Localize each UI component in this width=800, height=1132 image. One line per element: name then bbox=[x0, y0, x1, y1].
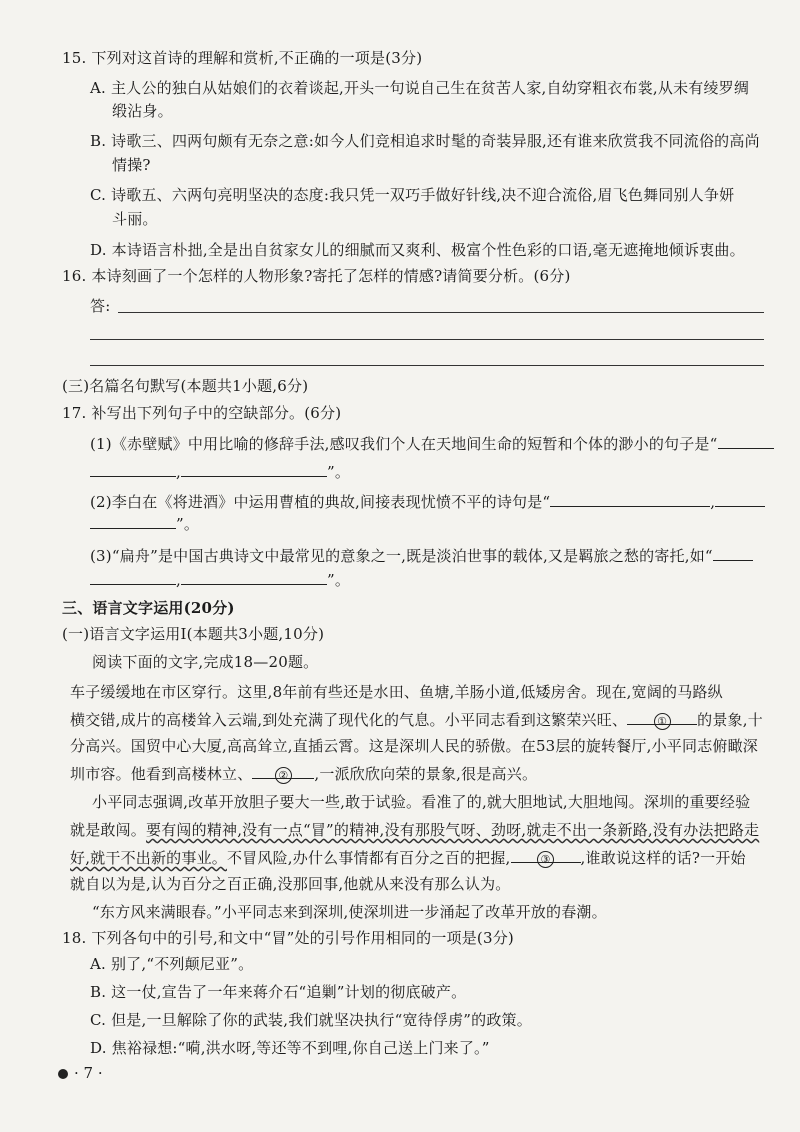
blank-number: ① bbox=[654, 713, 671, 730]
passage-p1-line3: 分高兴。国贸中心大厦,高高耸立,直插云霄。这是深圳人民的骄傲。在53层的旋转餐厅,小平同志俯瞰深 bbox=[70, 737, 758, 755]
blank-number: ② bbox=[275, 767, 292, 784]
passage-p3: “东方风来满眼春。”小平同志来到深圳,使深圳进一步涌起了改革开放的春潮。 bbox=[92, 903, 607, 921]
q18-option-b: B. 这一仗,宣告了一年来蒋介石“追剿”计划的彻底破产。 bbox=[90, 983, 467, 1001]
q18-option-a: A. 别了,“不列颠尼亚”。 bbox=[90, 955, 254, 973]
q15-option-d: D. 本诗语言朴拙,全是出自贫家女儿的细腻而又爽利、极富个性色彩的口语,毫无遮掩地倾诉衷曲。 bbox=[90, 241, 745, 259]
fill-blank[interactable] bbox=[181, 462, 327, 477]
q17-item-3-cont: , ”。 bbox=[90, 570, 350, 590]
q17-item-3: (3)“扁舟”是中国古典诗文中最常见的意象之一,既是淡泊世事的载体,又是羁旅之愁的寄托,如“ bbox=[90, 546, 753, 566]
q17-item-1-cont: , ”。 bbox=[90, 462, 350, 482]
passage-p2-line4: 就自以为是,认为百分之百正确,没那回事,他就从来没有那么认为。 bbox=[70, 875, 511, 893]
blank-number: ③ bbox=[537, 851, 554, 868]
fill-blank[interactable] bbox=[550, 492, 710, 507]
passage-p2-line2: 就是敢闯。要有闯的精神,没有一点“冒”的精神,没有那股气呀、劲呀,就走不出一条新路,没有办法把路走 bbox=[70, 821, 760, 839]
fill-blank[interactable] bbox=[181, 570, 327, 585]
reading-instruction: 阅读下面的文字,完成18—20题。 bbox=[92, 653, 319, 671]
blank-3[interactable] bbox=[511, 848, 581, 866]
q18-option-c: C. 但是,一旦解除了你的武装,我们就坚决执行“宽待俘虏”的政策。 bbox=[90, 1011, 532, 1029]
q16-stem: 16. 本诗刻画了一个怎样的人物形象?寄托了怎样的情感?请简要分析。(6分) bbox=[62, 267, 571, 285]
section-title-mingpian: (三)名篇名句默写(本题共1小题,6分) bbox=[62, 377, 309, 395]
q15-option-c: C. 诗歌五、六两句亮明坚决的态度:我只凭一双巧手做好针线,决不迎合流俗,眉飞色舞同别人争妍 bbox=[90, 186, 735, 204]
q15-option-b-cont: 情操? bbox=[112, 156, 151, 174]
blank-2[interactable] bbox=[252, 764, 314, 782]
passage-p1-line4: 圳市容。他看到高楼林立、 ② ,一派欣欣向荣的景象,很是高兴。 bbox=[70, 765, 538, 783]
blank-1[interactable] bbox=[627, 710, 697, 728]
fill-blank[interactable] bbox=[715, 492, 765, 507]
fill-blank[interactable] bbox=[713, 546, 753, 561]
q17-stem: 17. 补写出下列句子中的空缺部分。(6分) bbox=[62, 404, 342, 422]
q17-item-1: (1)《赤壁赋》中用比喻的修辞手法,感叹我们个人在天地间生命的短暂和个体的渺小的句子是“ bbox=[90, 434, 774, 454]
fill-blank[interactable] bbox=[718, 434, 774, 449]
q17-item-2: (2)李白在《将进酒》中运用曹植的典故,间接表现忧愤不平的诗句是“ , bbox=[90, 492, 765, 512]
wavy-underlined-text: 好,就干不出新的事业。 bbox=[70, 849, 227, 867]
passage-p2-line3: 好,就干不出新的事业。不冒风险,办什么事情都有百分之百的把握, ③ ,谁敢说这样的话?一开始 bbox=[70, 849, 746, 867]
q15-option-a-cont: 缎沾身。 bbox=[112, 102, 173, 120]
q18-stem: 18. 下列各句中的引号,和文中“冒”处的引号作用相同的一项是(3分) bbox=[62, 929, 514, 947]
fill-blank[interactable] bbox=[90, 462, 176, 477]
page-footer bbox=[58, 1064, 103, 1082]
answer-line-2[interactable] bbox=[90, 339, 764, 340]
answer-line-1[interactable] bbox=[118, 312, 764, 313]
part-title-language-use: 三、语言文字运用(20分) bbox=[62, 599, 235, 617]
passage-p1-line2: 横交错,成片的高楼耸入云端,到处充满了现代化的气息。小平同志看到这繁荣兴旺、 ① 的景象,十 bbox=[70, 711, 763, 729]
fill-blank[interactable] bbox=[90, 570, 176, 585]
passage-p2-line1: 小平同志强调,改革开放胆子要大一些,敢于试验。看准了的,就大胆地试,大胆地闯。深圳的重要经验 bbox=[92, 793, 751, 811]
page-number: · 7 · bbox=[74, 1064, 103, 1082]
q15-option-b: B. 诗歌三、四两句颇有无奈之意:如今人们竞相追求时髦的奇装异服,还有谁来欣赏我不同流俗的高尚 bbox=[90, 132, 760, 150]
q15-stem: 15. 下列对这首诗的理解和赏析,不正确的一项是(3分) bbox=[62, 49, 423, 67]
q15-option-c-cont: 斗丽。 bbox=[112, 210, 158, 228]
wavy-underlined-text: 要有闯的精神,没有一点“冒”的精神,没有那股气呀、劲呀,就走不出一条新路,没有办法把路走 bbox=[146, 821, 760, 839]
fill-blank[interactable] bbox=[90, 514, 176, 529]
q16-answer-label: 答: bbox=[90, 297, 111, 315]
q17-item-2-cont: ”。 bbox=[90, 514, 199, 534]
subsection-title: (一)语言文字运用Ⅰ(本题共3小题,10分) bbox=[62, 625, 325, 643]
q18-option-d: D. 焦裕禄想:“嗬,洪水呀,等还等不到哩,你自己送上门来了。” bbox=[90, 1039, 490, 1057]
q15-option-a: A. 主人公的独白从姑娘们的衣着谈起,开头一句说自己生在贫苦人家,自幼穿粗衣布裳,从未有绫罗绸 bbox=[90, 79, 750, 97]
answer-line-3[interactable] bbox=[90, 365, 764, 366]
passage-p1-line1: 车子缓缓地在市区穿行。这里,8年前有些还是水田、鱼塘,羊肠小道,低矮房舍。现在,宽阔的马路纵 bbox=[70, 683, 723, 701]
ornament-icon bbox=[58, 1069, 68, 1079]
